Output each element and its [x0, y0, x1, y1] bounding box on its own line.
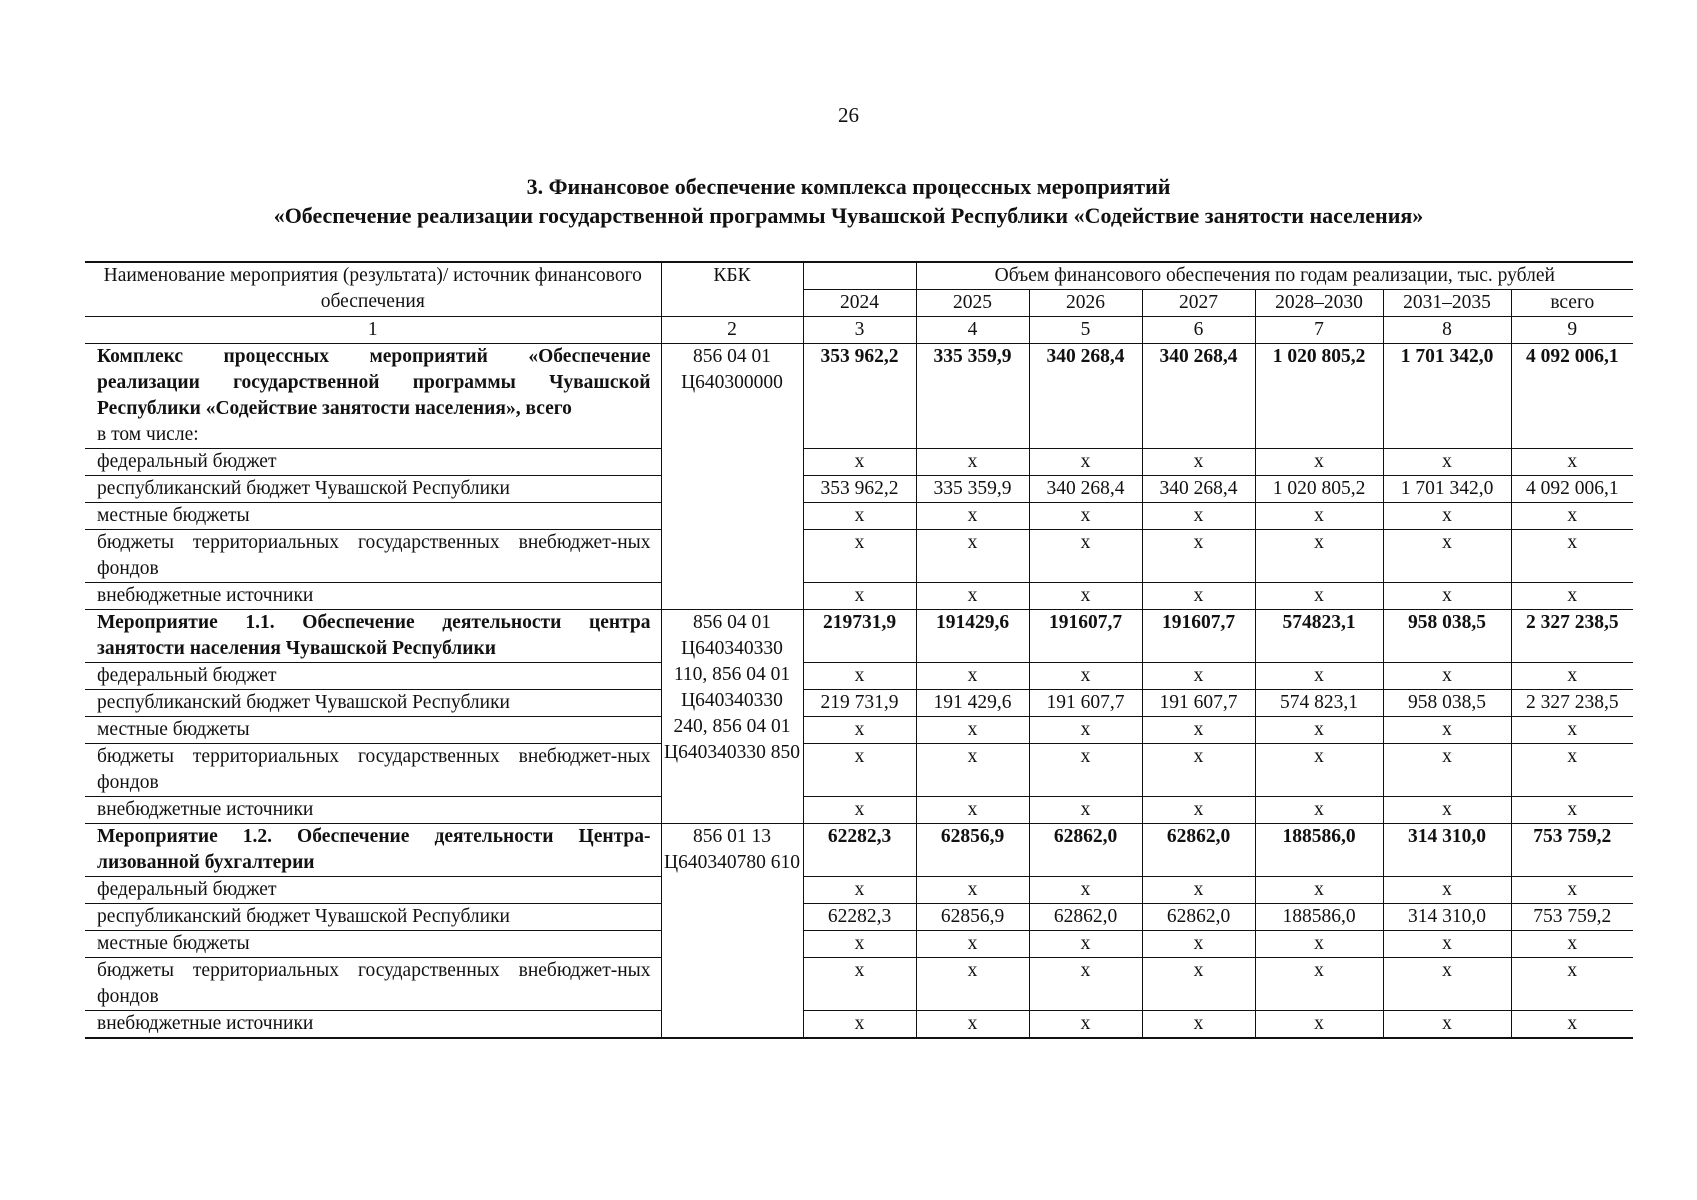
source-label: местные бюджеты — [85, 931, 661, 958]
source-value: x — [1029, 1011, 1142, 1039]
header-column-number-6: 6 — [1142, 317, 1255, 344]
source-value: x — [1511, 583, 1633, 610]
source-value: x — [1029, 663, 1142, 690]
source-value: x — [1255, 958, 1383, 1011]
source-value: 353 962,2 — [803, 476, 916, 503]
source-value: x — [916, 503, 1029, 530]
source-value: x — [1029, 958, 1142, 1011]
table-row — [85, 503, 1633, 530]
source-value: x — [1383, 530, 1511, 583]
source-label: внебюджетные источники — [85, 1011, 661, 1039]
source-value: x — [1511, 931, 1633, 958]
group-total-value: 191607,7 — [1142, 610, 1255, 663]
source-value: x — [1383, 931, 1511, 958]
source-label: республиканский бюджет Чувашской Республики — [85, 904, 661, 931]
table-row — [85, 904, 1633, 931]
source-value: x — [916, 663, 1029, 690]
source-value: 958 038,5 — [1383, 690, 1511, 717]
table-row — [85, 663, 1633, 690]
source-value: x — [1383, 449, 1511, 476]
group-title — [85, 344, 661, 449]
source-value: x — [1142, 717, 1255, 744]
source-label: федеральный бюджет — [85, 449, 661, 476]
source-value: x — [1511, 877, 1633, 904]
source-value: x — [1255, 717, 1383, 744]
source-value: x — [1255, 744, 1383, 797]
source-value: x — [916, 931, 1029, 958]
group-total-value: 191607,7 — [1029, 610, 1142, 663]
source-label: республиканский бюджет Чувашской Республики — [85, 476, 661, 503]
group-total-value: 340 268,4 — [1142, 344, 1255, 449]
source-value: 340 268,4 — [1142, 476, 1255, 503]
source-value: x — [1142, 797, 1255, 824]
header-column-number-5: 5 — [1029, 317, 1142, 344]
header-year-4: 2028–2030 — [1255, 290, 1383, 317]
source-value: x — [1255, 530, 1383, 583]
source-value: x — [1255, 449, 1383, 476]
group-total-value: 62862,0 — [1142, 824, 1255, 877]
source-value: x — [1029, 877, 1142, 904]
source-value: x — [1255, 583, 1383, 610]
source-value: 188586,0 — [1255, 904, 1383, 931]
source-value: x — [1029, 503, 1142, 530]
source-value: x — [1383, 958, 1511, 1011]
source-value: 62856,9 — [916, 904, 1029, 931]
source-value: x — [1255, 663, 1383, 690]
source-value: x — [1383, 877, 1511, 904]
source-label: внебюджетные источники — [85, 797, 661, 824]
source-label: федеральный бюджет — [85, 877, 661, 904]
source-value: x — [1029, 797, 1142, 824]
source-value: x — [1511, 744, 1633, 797]
source-value: x — [916, 1011, 1029, 1039]
source-value: x — [1511, 449, 1633, 476]
financing-table-wrapper — [85, 261, 1629, 1039]
group-kbk: 856 04 01 Ц640300000 — [661, 344, 803, 610]
group-total-value: 314 310,0 — [1383, 824, 1511, 877]
table-row — [85, 530, 1633, 583]
source-value: 2 327 238,5 — [1511, 690, 1633, 717]
header-column-number-8: 8 — [1383, 317, 1511, 344]
source-value: x — [1029, 449, 1142, 476]
source-value: x — [1142, 583, 1255, 610]
table-row — [85, 744, 1633, 797]
source-label: бюджеты территориальных государственных внебюджет-ных фондов — [85, 744, 661, 797]
source-value: x — [1029, 530, 1142, 583]
source-value: x — [1142, 958, 1255, 1011]
source-label: местные бюджеты — [85, 503, 661, 530]
source-value: x — [803, 449, 916, 476]
financing-table — [85, 261, 1633, 1039]
source-value: x — [1511, 797, 1633, 824]
header-volume-caption: Объем финансового обеспечения по годам реализации, тыс. рублей — [916, 262, 1633, 290]
header-column-number-9: 9 — [1511, 317, 1633, 344]
group-total-value: 335 359,9 — [916, 344, 1029, 449]
header-year-1: 2025 — [916, 290, 1029, 317]
source-value: x — [1255, 877, 1383, 904]
source-value: x — [1255, 503, 1383, 530]
group-title-text: Мероприятие 1.2. Обеспечение деятельности Центра-лизованной бухгалтерии — [97, 826, 651, 873]
group-total-value: 958 038,5 — [1383, 610, 1511, 663]
source-value: x — [1255, 931, 1383, 958]
group-title — [85, 824, 661, 877]
group-total-value: 1 701 342,0 — [1383, 344, 1511, 449]
table-row — [85, 717, 1633, 744]
source-value: x — [1511, 958, 1633, 1011]
source-value: x — [916, 449, 1029, 476]
source-value: 314 310,0 — [1383, 904, 1511, 931]
header-column-number-2: 2 — [661, 317, 803, 344]
header-year-6: всего — [1511, 290, 1633, 317]
source-value: x — [916, 744, 1029, 797]
group-total-value: 191429,6 — [916, 610, 1029, 663]
group-total-value: 574823,1 — [1255, 610, 1383, 663]
source-value: x — [916, 797, 1029, 824]
source-value: x — [803, 1011, 916, 1039]
source-value: 191 607,7 — [1029, 690, 1142, 717]
source-value: 219 731,9 — [803, 690, 916, 717]
source-value: x — [916, 877, 1029, 904]
header-year-2: 2026 — [1029, 290, 1142, 317]
source-value: x — [1142, 663, 1255, 690]
table-row-group-total — [85, 824, 1633, 877]
group-total-value: 340 268,4 — [1029, 344, 1142, 449]
table-row-group-total — [85, 344, 1633, 449]
source-value: 191 607,7 — [1142, 690, 1255, 717]
source-value: x — [1142, 503, 1255, 530]
source-value: x — [1383, 744, 1511, 797]
source-value: x — [1511, 1011, 1633, 1039]
source-value: x — [1029, 931, 1142, 958]
group-total-value: 1 020 805,2 — [1255, 344, 1383, 449]
source-value: x — [916, 583, 1029, 610]
source-value: x — [803, 877, 916, 904]
header-year-5: 2031–2035 — [1383, 290, 1511, 317]
table-row — [85, 690, 1633, 717]
table-row — [85, 449, 1633, 476]
source-value: x — [1142, 530, 1255, 583]
source-value: 62862,0 — [1029, 904, 1142, 931]
header-column-number-7: 7 — [1255, 317, 1383, 344]
header-column-number-1: 1 — [85, 317, 661, 344]
source-value: 4 092 006,1 — [1511, 476, 1633, 503]
group-title-text: Мероприятие 1.1. Обеспечение деятельности центра занятости населения Чувашской Республики — [97, 612, 651, 659]
source-value: x — [1511, 530, 1633, 583]
group-total-value: 353 962,2 — [803, 344, 916, 449]
source-value: x — [1142, 449, 1255, 476]
source-value: x — [1142, 877, 1255, 904]
header-year-0: 2024 — [803, 290, 916, 317]
source-value: 62282,3 — [803, 904, 916, 931]
header-column-number-3: 3 — [803, 317, 916, 344]
table-row — [85, 931, 1633, 958]
source-value: x — [1383, 663, 1511, 690]
title-line-2: «Обеспечение реализации государственной программы Чувашской Республики «Содействие занятости населения» — [273, 203, 1424, 228]
group-total-value: 4 092 006,1 — [1511, 344, 1633, 449]
source-value: 335 359,9 — [916, 476, 1029, 503]
source-value: x — [1029, 583, 1142, 610]
source-value: x — [916, 717, 1029, 744]
table-row — [85, 797, 1633, 824]
source-value: 191 429,6 — [916, 690, 1029, 717]
group-kbk: 856 01 13 Ц640340780 610 — [661, 824, 803, 1039]
table-row — [85, 958, 1633, 1011]
source-value: x — [1142, 1011, 1255, 1039]
source-value: x — [1511, 663, 1633, 690]
source-value: x — [803, 530, 916, 583]
group-title-note: в том числе: — [97, 424, 199, 445]
group-total-value: 62282,3 — [803, 824, 916, 877]
title-line-1: 3. Финансовое обеспечение комплекса процессных мероприятий — [526, 174, 1171, 199]
page-number: 26 — [838, 103, 859, 127]
header-empty-cell — [803, 262, 916, 290]
source-value: x — [803, 958, 916, 1011]
header-column-numbers-row — [85, 317, 1633, 344]
group-total-value: 62856,9 — [916, 824, 1029, 877]
group-total-value: 62862,0 — [1029, 824, 1142, 877]
source-value: x — [803, 744, 916, 797]
source-value: 753 759,2 — [1511, 904, 1633, 931]
source-label: местные бюджеты — [85, 717, 661, 744]
group-total-value: 753 759,2 — [1511, 824, 1633, 877]
header-kbk-col: КБК — [661, 262, 803, 317]
source-value: x — [1029, 717, 1142, 744]
source-value: x — [803, 503, 916, 530]
table-row-group-total — [85, 610, 1633, 663]
source-value: x — [803, 931, 916, 958]
source-value: x — [916, 958, 1029, 1011]
source-value: 62862,0 — [1142, 904, 1255, 931]
group-total-value: 2 327 238,5 — [1511, 610, 1633, 663]
group-total-value: 188586,0 — [1255, 824, 1383, 877]
source-value: x — [803, 717, 916, 744]
source-value: x — [1383, 1011, 1511, 1039]
source-value: x — [1255, 797, 1383, 824]
group-title-text: Комплекс процессных мероприятий «Обеспечение реализации государственной программы Чувашской Республики «Содействие занятости населения», всего — [97, 346, 651, 419]
source-value: x — [1142, 931, 1255, 958]
table-row — [85, 476, 1633, 503]
source-value: x — [1255, 1011, 1383, 1039]
source-label: бюджеты территориальных государственных внебюджет-ных фондов — [85, 958, 661, 1011]
source-value: x — [803, 797, 916, 824]
source-value: 1 020 805,2 — [1255, 476, 1383, 503]
source-value: x — [1383, 717, 1511, 744]
header-name-col: Наименование мероприятия (результата)/ источник финансового обеспечения — [85, 262, 661, 317]
source-value: 340 268,4 — [1029, 476, 1142, 503]
source-value: 1 701 342,0 — [1383, 476, 1511, 503]
group-title — [85, 610, 661, 663]
table-body — [85, 344, 1633, 1039]
page-title — [0, 172, 1697, 230]
source-label: внебюджетные источники — [85, 583, 661, 610]
table-row — [85, 877, 1633, 904]
source-value: 574 823,1 — [1255, 690, 1383, 717]
source-label: федеральный бюджет — [85, 663, 661, 690]
source-value: x — [1383, 503, 1511, 530]
source-value: x — [1029, 744, 1142, 797]
header-column-number-4: 4 — [916, 317, 1029, 344]
source-value: x — [1383, 797, 1511, 824]
group-kbk: 856 04 01 Ц640340330 110, 856 04 01 Ц640340330 240, 856 04 01 Ц640340330 850 — [661, 610, 803, 824]
source-value: x — [803, 663, 916, 690]
source-value: x — [803, 583, 916, 610]
source-value: x — [1142, 744, 1255, 797]
source-value: x — [1511, 717, 1633, 744]
source-value: x — [1383, 583, 1511, 610]
table-row — [85, 583, 1633, 610]
header-year-3: 2027 — [1142, 290, 1255, 317]
source-label: бюджеты территориальных государственных внебюджет-ных фондов — [85, 530, 661, 583]
group-total-value: 219731,9 — [803, 610, 916, 663]
source-label: республиканский бюджет Чувашской Республики — [85, 690, 661, 717]
source-value: x — [1511, 503, 1633, 530]
table-row — [85, 1011, 1633, 1039]
source-value: x — [916, 530, 1029, 583]
